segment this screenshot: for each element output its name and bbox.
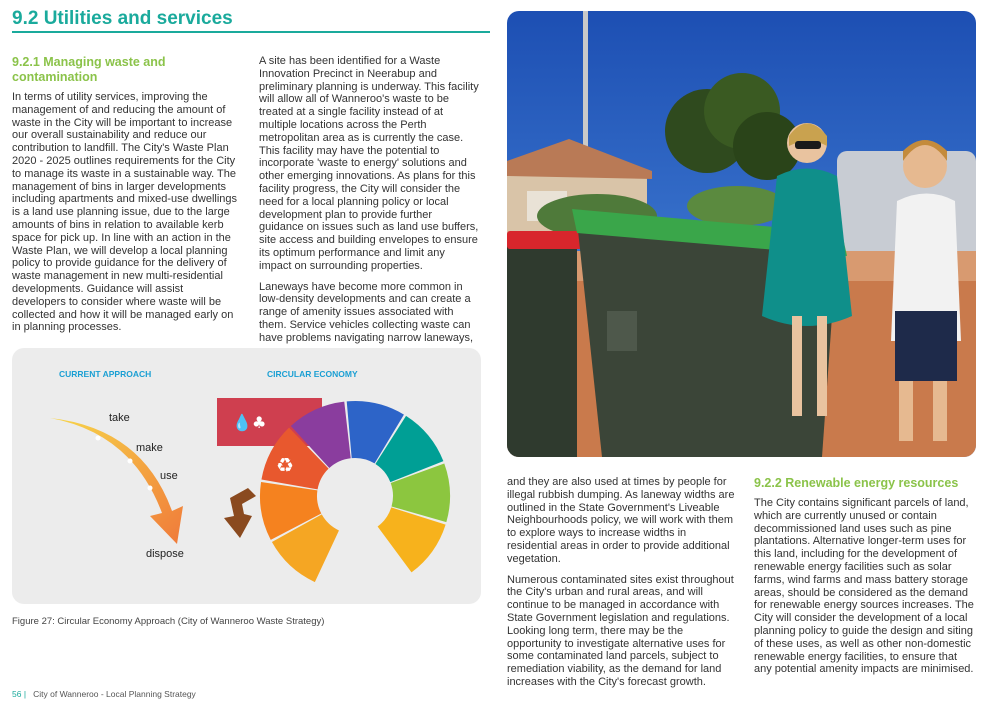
current-approach-label: CURRENT APPROACH [59,369,152,379]
return-arrow [224,488,256,538]
energy-column [754,497,976,684]
step-dot-use [148,486,153,491]
circular-economy-label: CIRCULAR ECONOMY [267,369,358,379]
title-rule [12,31,490,33]
waste-paragraph-1 [12,91,237,342]
circular-ring [260,401,450,582]
page-footer [12,689,196,699]
waste-col3-p1: and they are also used at times by people for illegal rubbish dumping. As laneway widths are outlined in the State Government's Liveable Neighbourhoods policy, we will work with them to explore ways to increase widths in residential areas in order to provide additional vegetation. [507,476,735,565]
waste-col2-p1: A site has been identified for a Waste Innovation Precinct in Neerabup and preliminary planning is underway. This facility will allow all of Wanneroo's waste to be treated at a single facility instead of at multiple locations across the Perth metropolitan area as is currently the case. This facility may have the potential to incorporate 'waste to energy' solutions and other emerging innovations. As plans for this facility progress, the City will consider the need for a local planning policy or local development plan to provide further guidance on issues such as land use buffers, site access and building envelopes to ensure its optimum performance and limit any impact on surrounding properties. [259,55,479,272]
waste-col2-p2: Laneways have become more common in low-density developments and can create a range of amenity issues associated with them. Service vehicles collecting waste can have problems navigating narrow laneways, [259,280,474,344]
circular-economy-diagram [12,348,481,604]
waste-column-2 [259,55,479,353]
waste-column-3 [507,476,735,697]
waste-col3-p2: Numerous contaminated sites exist throughout the City's urban and rural areas, and will continue to be managed in accordance with State Government legislation and regulations. Looking long term, there may be the opportunity to investigate alternative uses for some contaminated land parcels, subject to remediation viability, as the demand for land increases with the City's forecast growth. [507,573,734,688]
circular-economy-figure [12,348,481,604]
waste-heading: 9.2.1 Managing waste and contamination [12,55,166,84]
step-dot-take [96,436,101,441]
section-title: 9.2 Utilities and services [12,8,233,29]
waste-col1-text: In terms of utility services, improving the management of and reducing the amount of waste in the City will be important to increase our overall sustainability and reduce our contribution to landfill. The City's Waste Plan 2020 - 2025 outlines requirements for the City to manage its waste in a sustainable way. The management of bins in larger developments including apartments and mixed-use dwellings is a land use planning issue, due to the large amounts of bins in relation to available kerb space for pick up. In line with an action in the Waste Plan, we will develop a local planning policy to provide guidance for the delivery of waste management in new multi-residential developments. Guidance will assist developers to consider where waste will be collected and how it will be managed early on in planning processes. [12,91,238,334]
water-drop-icon: 💧 [232,413,252,432]
step-use: use [160,470,178,482]
photo-bins [507,11,976,457]
page-number: 56 | [12,689,27,699]
step-take: take [109,412,130,424]
energy-heading: 9.2.2 Renewable energy resources [754,476,959,490]
step-dot-make [128,459,133,464]
step-make: make [136,442,163,454]
figure-caption: Figure 27: Circular Economy Approach (City of Wanneroo Waste Strategy) [12,616,325,627]
recycle-icon: ♻ [276,453,294,477]
energy-text: The City contains significant parcels of land, which are currently unused or contain decommissioned land uses such as pine plantations. Alternative longer-term uses for this land, including for the development of renewable energy facilities such as solar farms, wind farms and mass battery storage areas, should be considered as the demand for renewable energy sources increases. The City will consider the development of a local planning policy to guide the design and siting of these uses, as well as other non-domestic renewable energy facilities, to ensure that any potential amenity impacts are minimised. [754,497,974,676]
tree-icon: ♣ [252,413,267,432]
step-dispose: dispose [146,548,184,560]
document-name: City of Wanneroo - Local Planning Strategy [33,689,196,699]
